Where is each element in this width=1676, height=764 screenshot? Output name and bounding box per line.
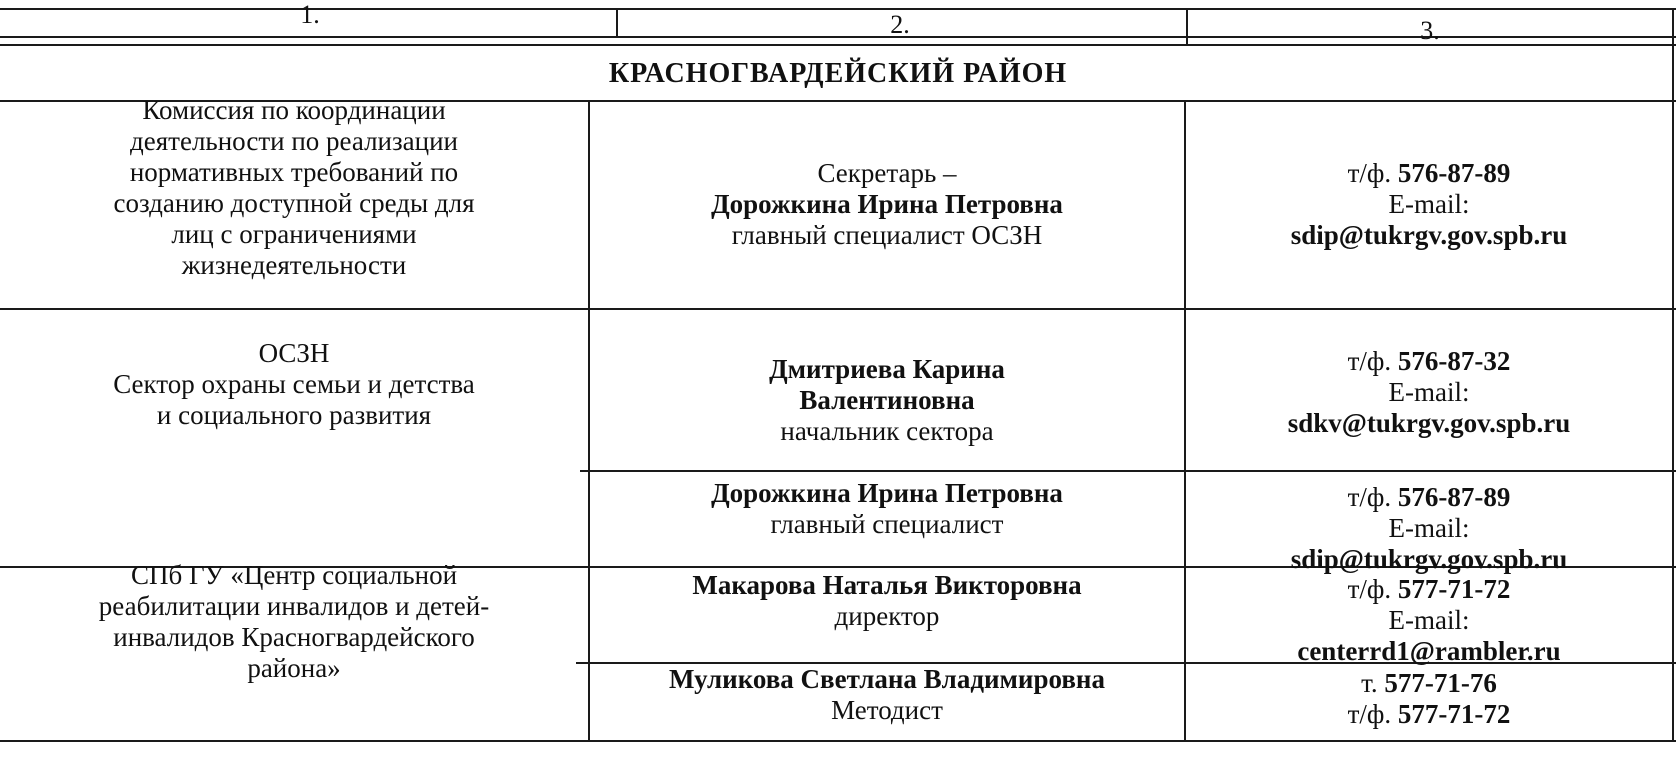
row1-details-cell	[1186, 100, 1672, 308]
rule-right	[1672, 8, 1674, 740]
org-line: СПб ГУ «Центр социальной	[130, 560, 458, 590]
rule-top	[0, 8, 1676, 10]
org-line: деятельности по реализации	[130, 126, 458, 156]
email-address[interactable]: sdip@tukrgv.gov.spb.ru	[1290, 219, 1568, 250]
phone-label: т/ф.	[1347, 157, 1392, 188]
row3-org-cell	[0, 560, 588, 690]
phone-number: 577-71-72	[1397, 574, 1511, 604]
contact-position: главный специалист ОСЗН	[731, 219, 1043, 250]
row3b-contact-cell	[590, 664, 1184, 736]
phone-number: 577-71-72	[1397, 699, 1511, 729]
phone-label: т/ф.	[1347, 699, 1392, 729]
rule-row1-bottom	[0, 308, 1676, 310]
phone-line	[1348, 699, 1511, 730]
rule-col-divider-1-header	[616, 8, 618, 38]
contact-position: начальник сектора	[780, 415, 994, 446]
org-line: созданию доступной среды для	[113, 188, 475, 218]
phone-number: 576-87-89	[1397, 482, 1511, 512]
column-number-1: 1.	[300, 0, 320, 29]
contact-name: Валентиновна	[799, 384, 975, 415]
row2a-contact-cell	[590, 330, 1184, 470]
contact-name: Муликова Светлана Владимировна	[669, 664, 1105, 694]
org-line: и социального развития	[156, 400, 432, 430]
phone-label: т.	[1361, 668, 1378, 698]
role-prefix: Секретарь –	[817, 157, 957, 188]
phone-line	[1348, 346, 1511, 377]
column-number-3: 3.	[1420, 16, 1440, 45]
email-label: E-mail:	[1388, 188, 1470, 219]
org-line: инвалидов Красногвардейского	[113, 622, 475, 652]
phone-label: т/ф.	[1347, 482, 1392, 512]
org-line: нормативных требований по	[129, 157, 459, 187]
phone-line	[1361, 668, 1497, 699]
phone-label: т/ф.	[1347, 574, 1392, 604]
district-heading: КРАСНОГВАРДЕЙСКИЙ РАЙОН	[608, 58, 1068, 89]
contact-name: Дмитриева Карина	[769, 353, 1005, 384]
row3a-details-cell	[1186, 574, 1672, 670]
org-line: реабилитации инвалидов и детей-	[98, 591, 490, 621]
phone-number: 577-71-76	[1384, 668, 1497, 698]
row1-org-cell	[0, 96, 588, 280]
row2a-details-cell	[1186, 322, 1672, 462]
contact-position: Методист	[831, 695, 943, 725]
phone-line	[1348, 482, 1511, 513]
rule-col-divider-2-header	[1186, 8, 1188, 46]
email-address[interactable]: sdkv@tukrgv.gov.spb.ru	[1287, 407, 1571, 438]
org-line: Комиссия по координации	[142, 95, 446, 125]
org-line: ОСЗН	[258, 338, 330, 368]
rule-row2a-bottom	[580, 470, 1676, 472]
phone-number: 576-87-89	[1397, 157, 1511, 188]
contact-name: Дорожкина Ирина Петровна	[711, 478, 1063, 508]
row1-contact-cell	[590, 100, 1184, 308]
email-label: E-mail:	[1388, 513, 1470, 543]
row3a-contact-cell	[590, 570, 1184, 658]
org-line: лиц с ограничениями	[171, 219, 417, 249]
column-number-2: 2.	[890, 10, 910, 39]
phone-label: т/ф.	[1347, 345, 1392, 376]
email-label: E-mail:	[1388, 376, 1470, 407]
phone-line	[1348, 158, 1511, 189]
row2-org-cell	[0, 338, 588, 458]
row2b-details-cell	[1186, 482, 1672, 572]
email-address[interactable]: centerrd1@rambler.ru	[1297, 636, 1561, 666]
org-line: Сектор охраны семьи и детства	[113, 369, 475, 399]
row2b-contact-cell	[590, 478, 1184, 558]
contact-name: Дорожкина Ирина Петровна	[711, 188, 1063, 219]
row3b-details-cell	[1186, 668, 1672, 738]
phone-number: 576-87-32	[1397, 345, 1511, 376]
contact-position: директор	[834, 601, 940, 631]
email-address[interactable]: sdip@tukrgv.gov.spb.ru	[1290, 544, 1568, 574]
org-line: жизнедеятельности	[181, 250, 407, 280]
phone-line	[1348, 574, 1511, 605]
contact-position: главный специалист	[770, 509, 1004, 539]
org-line: района»	[247, 653, 341, 683]
contact-name: Макарова Наталья Викторовна	[692, 570, 1082, 600]
rule-bottom	[0, 740, 1676, 742]
email-label: E-mail:	[1388, 605, 1470, 635]
